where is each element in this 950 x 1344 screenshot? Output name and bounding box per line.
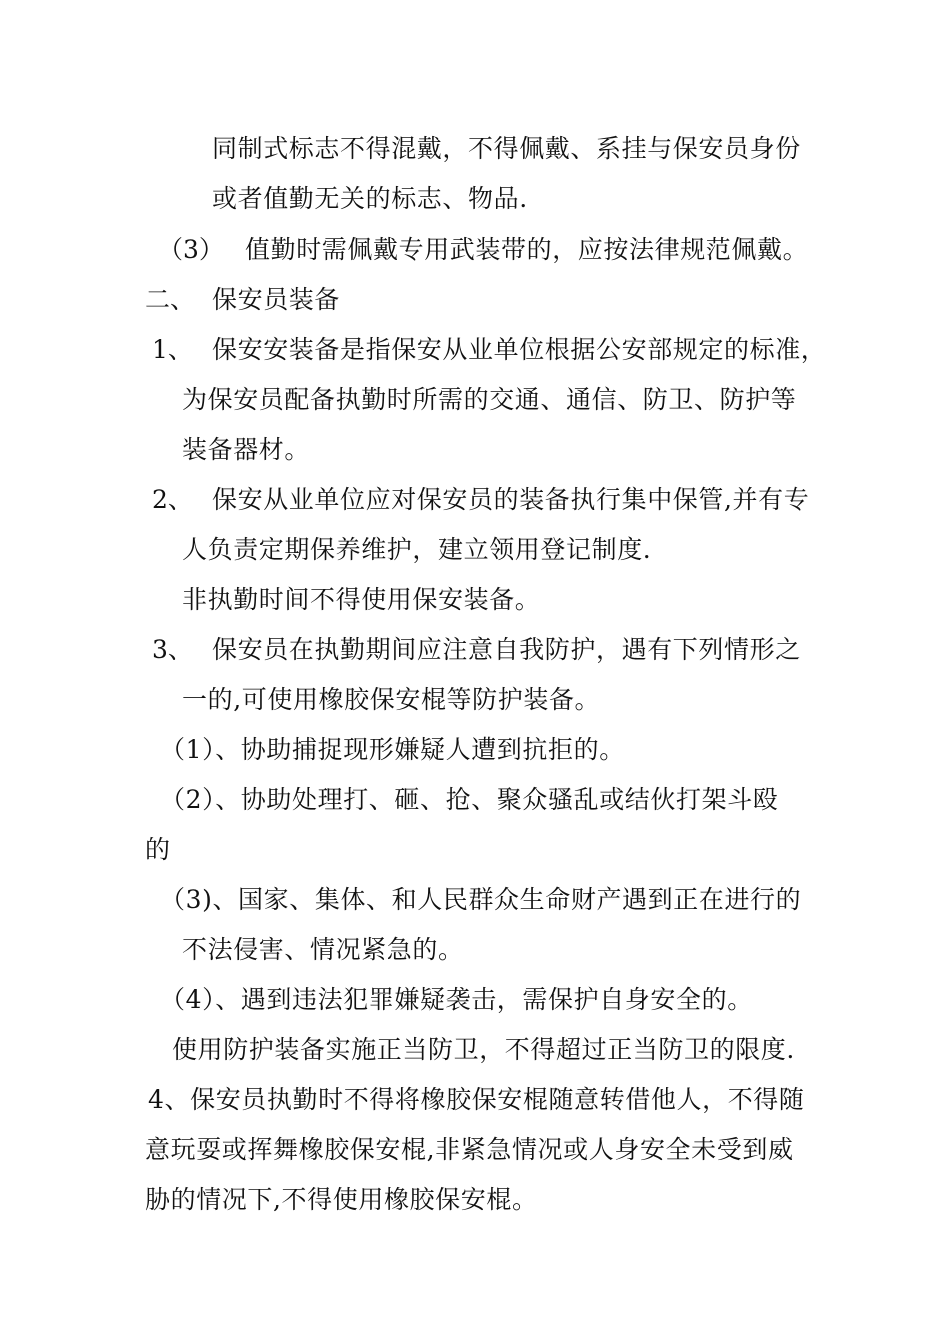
text-line: （3)、国家、集体、和人民群众生命财产遇到正在进行的	[160, 885, 802, 914]
text-line: 值勤时需佩戴专用武装带的，应按法律规范佩戴。	[245, 235, 809, 264]
text-line: 保安员在执勤期间应注意自我防护，遇有下列情形之	[212, 635, 801, 664]
text-line: 不法侵害、情况紧急的。	[182, 935, 464, 964]
text-line: 意玩耍或挥舞橡胶保安棍,非紧急情况或人身安全未受到威	[145, 1135, 794, 1164]
list-marker: 1、	[152, 335, 193, 364]
text-line: 或者值勤无关的标志、物品.	[212, 184, 528, 213]
list-marker: 2、	[152, 485, 193, 514]
text-line: 为保安员配备执勤时所需的交通、通信、防卫、防护等	[182, 385, 797, 414]
list-marker: （3）	[158, 235, 224, 264]
text-line: （1）、协助捕捉现形嫌疑人遭到抗拒的。	[160, 735, 625, 764]
text-line: 4、保安员执勤时不得将橡胶保安棍随意转借他人，不得随	[148, 1085, 805, 1114]
text-line: 一的,可使用橡胶保安棍等防护装备。	[182, 685, 601, 714]
text-line: 非执勤时间不得使用保安装备。	[182, 585, 541, 614]
text-line: 的	[145, 835, 171, 864]
text-line: （2）、协助处理打、砸、抢、聚众骚乱或结伙打架斗殴	[160, 785, 779, 814]
section-heading: 保安员装备	[212, 285, 341, 314]
text-line: （4）、遇到违法犯罪嫌疑袭击，需保护自身安全的。	[160, 985, 753, 1014]
list-marker: 3、	[152, 635, 193, 664]
text-line: 人负责定期保养维护，建立领用登记制度.	[182, 535, 652, 564]
text-line: 装备器材。	[182, 435, 311, 464]
text-line: 保安从业单位应对保安员的装备执行集中保管,并有专	[212, 485, 810, 514]
section-marker: 二、	[145, 285, 196, 314]
text-line: 同制式标志不得混戴，不得佩戴、系挂与保安员身份	[212, 134, 801, 163]
text-line: 使用防护装备实施正当防卫，不得超过正当防卫的限度.	[172, 1035, 795, 1064]
text-line: 保安安装备是指保安从业单位根据公安部规定的标准，	[212, 335, 827, 364]
text-line: 胁的情况下,不得使用橡胶保安棍。	[145, 1185, 538, 1214]
